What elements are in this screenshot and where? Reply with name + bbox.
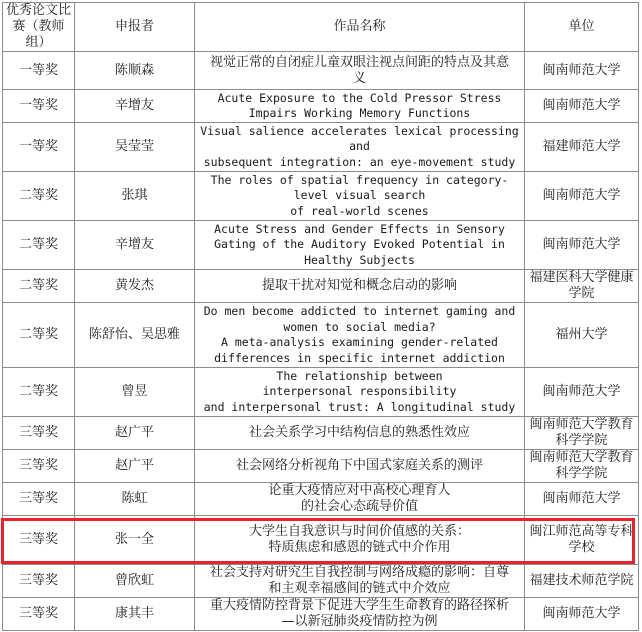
table-row bbox=[3, 90, 639, 123]
unit-cell: 闽江师范高等专科学校 bbox=[525, 516, 639, 565]
award-cell: 二等奖 bbox=[3, 270, 75, 303]
table-body bbox=[3, 52, 639, 631]
award-cell: 三等奖 bbox=[3, 483, 75, 516]
unit-cell: 闽南师范大学 bbox=[525, 368, 639, 417]
author-cell: 康其丰 bbox=[75, 598, 195, 631]
award-cell: 二等奖 bbox=[3, 303, 75, 368]
award-cell: 一等奖 bbox=[3, 90, 75, 123]
header-row bbox=[3, 3, 639, 52]
award-cell: 二等奖 bbox=[3, 221, 75, 270]
title-cell: Visual salience accelerates lexical processing and subsequent integration: an eye-movement study bbox=[195, 123, 525, 172]
awards-table bbox=[2, 2, 639, 631]
title-cell: 提取干扰对知觉和概念启动的影响 bbox=[195, 270, 525, 303]
table-row bbox=[3, 598, 639, 631]
award-cell: 三等奖 bbox=[3, 450, 75, 483]
unit-cell: 闽南师范大学教育科学学院 bbox=[525, 417, 639, 450]
table-row bbox=[3, 123, 639, 172]
author-cell: 张一全 bbox=[75, 516, 195, 565]
author-cell: 辛增友 bbox=[75, 221, 195, 270]
header-award: 优秀论文比赛（教师组） bbox=[3, 3, 75, 52]
unit-cell: 闽南师范大学 bbox=[525, 90, 639, 123]
title-cell: Do men become addicted to internet gaming and women to social media? A meta-analysis examining gender-related differences in specific internet addiction bbox=[195, 303, 525, 368]
author-cell: 吴莹莹 bbox=[75, 123, 195, 172]
title-cell: 论重大疫情应对中高校心理育人 的社会心态疏导价值 bbox=[195, 483, 525, 516]
table-row bbox=[3, 417, 639, 450]
award-cell: 二等奖 bbox=[3, 172, 75, 221]
table-row bbox=[3, 516, 639, 565]
title-cell: 视觉正常的自闭症儿童双眼注视点间距的特点及其意 义 bbox=[195, 52, 525, 90]
title-cell: The relationship between interpersonal responsibility and interpersonal trust: A longitudinal study bbox=[195, 368, 525, 417]
title-cell: The roles of spatial frequency in category- level visual search of real-world scenes bbox=[195, 172, 525, 221]
title-cell: 社会关系学习中结构信息的熟悉性效应 bbox=[195, 417, 525, 450]
author-cell: 赵广平 bbox=[75, 417, 195, 450]
unit-cell: 闽南师范大学 bbox=[525, 221, 639, 270]
author-cell: 曾欣虹 bbox=[75, 565, 195, 598]
title-cell: Acute Stress and Gender Effects in Sensory Gating of the Auditory Evoked Potential in Healthy Subjects bbox=[195, 221, 525, 270]
table-row bbox=[3, 172, 639, 221]
author-cell: 陈虹 bbox=[75, 483, 195, 516]
table-row bbox=[3, 450, 639, 483]
header-unit: 单位 bbox=[525, 3, 639, 52]
table-row bbox=[3, 483, 639, 516]
unit-cell: 福建医科大学健康学院 bbox=[525, 270, 639, 303]
unit-cell: 闽南师范大学 bbox=[525, 52, 639, 90]
header-title: 作品名称 bbox=[195, 3, 525, 52]
author-cell: 张琪 bbox=[75, 172, 195, 221]
title-cell: 重大疫情防控背景下促进大学生生命教育的路径探析 —以新冠肺炎疫情防控为例 bbox=[195, 598, 525, 631]
award-cell: 三等奖 bbox=[3, 516, 75, 565]
author-cell: 陈顺森 bbox=[75, 52, 195, 90]
award-cell: 一等奖 bbox=[3, 52, 75, 90]
award-cell: 三等奖 bbox=[3, 417, 75, 450]
table-row bbox=[3, 270, 639, 303]
title-cell: 社会网络分析视角下中国式家庭关系的测评 bbox=[195, 450, 525, 483]
unit-cell: 福建师范大学 bbox=[525, 123, 639, 172]
award-cell: 一等奖 bbox=[3, 123, 75, 172]
unit-cell: 福建技术师范学院 bbox=[525, 565, 639, 598]
award-cell: 二等奖 bbox=[3, 368, 75, 417]
unit-cell: 闽南师范大学 bbox=[525, 172, 639, 221]
author-cell: 辛增友 bbox=[75, 90, 195, 123]
award-cell: 三等奖 bbox=[3, 598, 75, 631]
author-cell: 曾昱 bbox=[75, 368, 195, 417]
table-row bbox=[3, 52, 639, 90]
title-cell: 大学生自我意识与时间价值感的关系： 特质焦虑和感恩的链式中介作用 bbox=[195, 516, 525, 565]
unit-cell: 福州大学 bbox=[525, 303, 639, 368]
unit-cell: 闽南师范大学 bbox=[525, 598, 639, 631]
table-row bbox=[3, 565, 639, 598]
header-author: 申报者 bbox=[75, 3, 195, 52]
unit-cell: 闽南师范大学教育科学学院 bbox=[525, 450, 639, 483]
table-row bbox=[3, 303, 639, 368]
table-row bbox=[3, 221, 639, 270]
author-cell: 陈舒怡、吴思雅 bbox=[75, 303, 195, 368]
author-cell: 黄发杰 bbox=[75, 270, 195, 303]
author-cell: 赵广平 bbox=[75, 450, 195, 483]
title-cell: 社会支持对研究生自我控制与网络成瘾的影响：自尊 和主观幸福感间的链式中介效应 bbox=[195, 565, 525, 598]
unit-cell: 闽南师范大学 bbox=[525, 483, 639, 516]
award-cell: 三等奖 bbox=[3, 565, 75, 598]
title-cell: Acute Exposure to the Cold Pressor Stress Impairs Working Memory Functions bbox=[195, 90, 525, 123]
table-row bbox=[3, 368, 639, 417]
